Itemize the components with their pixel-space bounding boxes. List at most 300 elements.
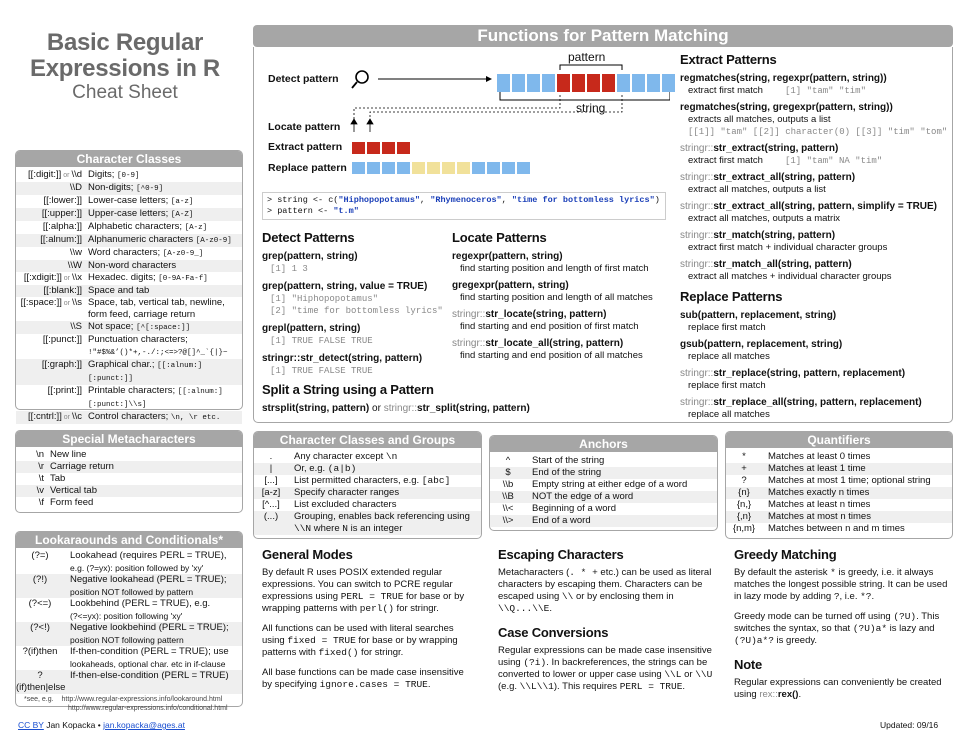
desc-text: extract first match [688,155,763,166]
note-text: Regular expressions can conveniently be created using rex::rex(). [734,677,942,700]
updated-label: Updated: 09/16 [880,720,939,730]
pkg-prefix: stringr:: [680,201,714,212]
meta-key: \v [36,485,44,496]
quantifier-key: {n,} [736,499,752,510]
anchor-row [490,503,717,515]
lookaround-key: (?<!) [30,622,50,633]
quantifier-key: * [742,451,746,462]
desc-text: replace all matches [688,351,770,362]
desc-text: List permitted characters, e.g. [294,475,422,486]
desc-text: extracts all matches, outputs a list [688,114,831,125]
lookaround-line2: (?<=yx): position following 'xy' [70,611,183,621]
locate-patterns-heading: Locate Patterns [452,230,547,245]
footer-credits [18,720,185,730]
desc-code: !"#$%&’()*+,-./:;<=>?@[]^_`{|}~ [88,349,228,357]
fn-signature: regexpr(pattern, string) [452,251,563,262]
anchors-list [490,452,717,527]
char-class-key [18,334,88,359]
replace-pattern-label: Replace pattern [268,162,347,174]
char-class-desc [88,272,240,285]
fn-signature: grep(pattern, string) [262,251,358,262]
split-section [262,382,562,415]
detect-patterns-heading: Detect Patterns [262,230,355,245]
extract-fn [680,171,950,184]
fn-signature: regmatches(string, gregexpr(pattern, string)) [680,102,893,113]
char-class-token-alt: \\x [71,272,82,283]
desc-text: is an integer [347,523,403,534]
desc-text: Non-digits; [88,182,137,193]
meta-key: \n [36,449,44,460]
anchor-row [490,515,717,527]
quantifier-desc: Matches between n and m times [768,523,905,534]
group-key: (...) [263,511,279,522]
char-class-desc [88,385,240,411]
extract-fn [680,142,950,155]
desc-code: [[:alnum:][:punct:]] [88,362,203,383]
group-row [254,475,481,487]
replace-desc [680,409,950,421]
anchor-desc: End of the string [532,467,602,478]
fn-signature: str_extract_all(string, pattern, simplify = TRUE) [713,201,938,212]
char-class-row [16,169,242,182]
string-cell [457,162,471,174]
fn-signature: sub(pattern, replacement, string) [680,310,837,321]
extract-desc [680,155,950,167]
desc-text: Alphabetic characters; [88,221,185,232]
desc-text: Punctuation characters; [88,334,188,345]
or-label: or [61,172,72,179]
meta-desc: Tab [50,473,66,484]
extract-fn [680,72,950,85]
char-class-key [18,195,88,208]
lookaround-line: Lookahead (requires PERL = TRUE), [70,550,227,561]
pkg-prefix: stringr:: [680,368,714,379]
replace-patterns-section [680,289,950,425]
str-split-fn: str_split(string, pattern) [417,403,530,414]
fn-signature: str_replace_all(string, pattern, replacement) [713,397,922,408]
string-cell [662,74,676,92]
string-cell [352,142,366,154]
quantifier-desc: Matches at most 1 time; optional string [768,475,931,486]
char-class-key [18,385,88,411]
quantifier-row [726,451,952,463]
code-example: > string <- c("Hiphopopotamus", "Rhymenoceros", "time for bottomless lyrics") > pattern <- "t.m" [262,192,666,220]
desc-text: extract all matches, outputs a list [688,184,826,195]
char-class-token: \\w [69,247,82,258]
general-modes-section [262,547,474,691]
or-label: or [61,300,72,307]
extract-desc [680,242,950,254]
lookaround-desc [70,598,242,622]
quantifier-key: {n} [738,487,750,498]
title-line-3: Cheat Sheet [72,82,178,103]
char-class-row [16,297,242,321]
or-label: or [61,414,72,421]
special-meta-list [16,447,242,509]
string-cell [512,74,526,92]
pattern-label: pattern [568,50,606,64]
char-class-key [18,208,88,221]
desc-text: Non-word characters [88,260,177,271]
replace-fn [680,367,950,380]
lookaround-desc [70,550,242,574]
desc-code: [a-z] [170,198,194,206]
quantifier-row [726,511,952,523]
string-cells [497,74,677,92]
desc-text: Printable characters; [88,385,178,396]
code-string-2: "Rhymenoceros" [430,195,502,205]
strsplit-fn: strsplit(string, pattern) [262,403,370,414]
lookaround-line: Lookbehind (PERL = TRUE), e.g. [70,598,211,609]
extract-desc [680,213,950,225]
greedy-p1: By default the asterisk * is greedy, i.e. it always matches the longest possible string. It can be used in lazy mode by adding ?, i.e. *?. [734,567,948,602]
groups-heading: Character Classes and Groups [254,432,481,448]
extract-patterns-heading: Extract Patterns [680,52,777,67]
char-class-token: [[:cntrl:]] [28,411,62,422]
anchor-key: \\< [502,503,514,514]
desc-text: replace first match [688,322,766,333]
greedy-heading: Greedy Matching [734,547,837,562]
quantifier-row [726,463,952,475]
group-row [254,487,481,499]
string-cell [602,74,616,92]
lookaround-desc [70,670,242,694]
desc-text: find starting and end position of first match [460,321,639,332]
escaping-heading: Escaping Characters [498,547,624,562]
desc-text: Grouping, enables back referencing using [294,511,470,522]
url-conditional[interactable]: http://www.regular-expressions.info/conditional.html [68,705,228,712]
pkg-prefix: stringr:: [680,172,714,183]
fn-signature: str_extract_all(string, pattern) [713,172,856,183]
anchor-row [490,491,717,503]
magnifier-icon [352,71,368,88]
char-class-row [16,411,242,424]
quantifier-row [726,523,952,535]
split-pkg: stringr:: [383,403,418,414]
desc-text: Specify character ranges [294,487,400,498]
extract-fn [680,229,950,242]
locate-list [452,250,672,366]
meta-row [16,449,242,461]
desc-code: [0-9] [117,172,140,180]
desc-code: [A-Z] [170,211,194,219]
group-key: [...] [264,475,278,486]
char-class-desc [88,411,240,424]
lookaround-line: If-then-else-condition (PERL = TRUE) [70,670,229,681]
string-cell [442,162,456,174]
desc-code: \\N [294,523,312,534]
replace-desc [680,380,950,392]
desc-code: N [342,523,348,534]
lookaround-key: (?=) [31,550,49,561]
string-cell [617,74,631,92]
desc-text: replace first match [688,380,766,391]
locate-patterns-section [452,230,672,366]
group-row [254,451,481,463]
anchor-key: \\b [502,479,514,490]
char-class-key [18,297,88,321]
meta-row [16,497,242,509]
desc-text: Digits; [88,169,118,180]
detect-output: [1] TRUE FALSE TRUE [270,336,373,346]
functions-heading: Functions for Pattern Matching [253,25,953,47]
fn-output: [1] "tam" NA "tim" [784,156,883,166]
fn-signature: str_match_all(string, pattern) [713,259,852,270]
pattern-brace [560,65,622,70]
pkg-prefix: stringr:: [680,143,714,154]
detect-patterns-section [262,230,452,382]
char-class-token-alt: \\c [71,411,82,422]
anchors-panel [489,435,718,531]
title-line-1: Basic Regular [46,29,204,56]
char-class-desc [88,208,240,221]
groups-list [254,448,481,535]
general-p3: All base functions can be made case insensitive by specifying ignore.cases = TRUE. [262,667,464,690]
license-link[interactable]: CC BY [18,720,44,730]
detect-fn [262,322,452,335]
group-key: . [269,451,273,462]
group-key: [a-z] [261,487,281,498]
char-class-token: [[:alpha:]] [42,221,82,232]
fn-signature: gsub(pattern, replacement, string) [680,339,843,350]
anchor-desc: Empty string at either edge of a word [532,479,688,490]
character-classes-heading: Character Classes [16,151,242,167]
char-class-key [18,169,88,182]
anchor-key: \\B [502,491,514,502]
code-line1-pre: > string <- c( [267,195,339,205]
locate-fn [452,308,672,321]
desc-text: Lower-case letters; [88,195,171,206]
greedy-section [734,547,948,701]
split-heading: Split a String using a Pattern [262,382,434,397]
extract-patterns-section [680,52,950,287]
desc-text: Hexadec. digits; [88,272,159,283]
char-class-row [16,182,242,195]
desc-text: Word characters; [88,247,163,258]
extract-fn [680,101,950,114]
desc-code: [[:alnum:][:punct:]\\s] [88,388,223,409]
char-class-desc [88,182,240,195]
char-class-token: \\S [70,321,82,332]
char-class-row [16,195,242,208]
lookarounds-footnote [16,695,242,713]
meta-desc: New line [50,449,87,460]
meta-row [16,461,242,473]
quantifier-key: {n,m} [732,523,756,534]
char-class-desc [88,234,240,247]
anchor-key: ^ [505,455,511,466]
character-classes-panel [15,150,243,422]
desc-text: find starting position and length of all matches [460,292,653,303]
anchor-desc: Beginning of a word [532,503,616,514]
meta-row [16,473,242,485]
extract-list [680,72,950,287]
split-or: or [369,403,384,414]
replace-fn [680,309,950,322]
string-cell [487,162,501,174]
detect-fn [262,280,452,293]
pkg-prefix: stringr:: [680,230,714,241]
char-class-row [16,208,242,221]
string-cell [497,74,511,92]
quantifiers-heading: Quantifiers [726,432,952,448]
email-link[interactable]: jan.kopacka@ages.at [103,720,185,730]
char-class-token: \\D [69,182,82,193]
detect-fn [262,352,452,365]
desc-text: extract all matches + individual character groups [688,271,892,282]
char-class-row [16,247,242,260]
quantifier-desc: Matches at least n times [768,499,871,510]
locate-pattern-label: Locate pattern [268,121,341,133]
lookaround-desc [70,574,242,598]
anchor-row [490,467,717,479]
char-class-desc [88,260,240,272]
desc-code: \n [385,451,398,462]
anchor-row [490,455,717,467]
lookarounds-heading: Lookaraounds and Conditionals* [16,532,242,548]
lookaround-key: (?<=) [28,598,52,609]
replace-desc [680,351,950,363]
fn-output: [1] "tam" "tim" [784,86,866,96]
fn-signature: grep(pattern, string, value = TRUE) [262,281,428,292]
pattern-diagram [340,50,670,180]
group-desc [294,463,481,475]
detect-output: [1] "Hiphopopotamus" [270,294,379,304]
see-label: *see, e.g. [24,696,54,703]
desc-code: \n, \r etc. [170,414,221,422]
extract-fn [680,258,950,271]
detect-fn [262,250,452,263]
char-class-token-alt: \\s [71,297,82,308]
desc-text: find starting position and length of first match [460,263,649,274]
pkg-prefix: stringr:: [452,338,486,349]
char-class-desc [88,334,240,359]
string-cell [587,74,601,92]
string-cell [472,162,486,174]
string-cell [557,74,571,92]
locate-fn [452,279,672,292]
meta-key: \r [38,461,44,472]
group-row [254,511,481,535]
char-class-key [18,359,88,385]
char-class-token: [[:xdigit:]] [23,272,62,283]
general-p2: All functions can be used with literal searches using fixed = TRUE for base or by wrapping patterns with fixed() for stringr. [262,623,458,658]
char-class-key [18,411,88,424]
char-class-row [16,321,242,334]
char-class-desc [88,285,240,297]
escaping-text: Metacharacters (. * + etc.) can be used as literal characters by escaping them. Characters can be escaped using \\ or by enclosing them in \\Q...\\E. [498,567,712,614]
string-cell [367,162,381,174]
code-line1-post: ) [654,195,660,205]
char-class-token: [[:upper:]] [41,208,82,219]
char-class-row [16,221,242,234]
string-cell [632,74,646,92]
lookaround-row [16,574,242,598]
note-heading: Note [734,657,763,672]
general-p1: By default R uses POSIX extended regular expressions. You can switch to PCRE regular expressions using PERL = TRUE for base or by wrapping patterns with perl() for stringr. [262,567,465,614]
string-cell [542,74,556,92]
anchor-desc: Start of the string [532,455,605,466]
lookaround-row [16,670,242,694]
extract-desc [680,271,950,283]
char-class-token: [[:digit:]] [28,169,62,180]
quantifiers-panel [725,431,953,539]
code-string-1: "Hiphopopotamus" [338,195,421,205]
group-row [254,463,481,475]
string-cell [352,162,366,174]
lookaround-row [16,646,242,670]
char-class-row [16,385,242,411]
code-string-3: "time for bottomless lyrics" [511,195,655,205]
desc-code: [A-z0-9] [195,237,232,245]
meta-key: \t [38,473,44,484]
lookaround-key: (?!) [32,574,48,585]
char-class-row [16,234,242,247]
desc-code: [A-z0-9_] [162,250,204,258]
quantifier-desc: Matches at most n times [768,511,871,522]
char-class-token: [[:punct:]] [42,334,82,345]
char-class-desc [88,195,240,208]
char-class-desc [88,221,240,234]
char-class-token: \\W [67,260,82,271]
string-label: string [576,101,606,115]
groups-panel [253,431,482,539]
char-class-desc [88,247,240,260]
quantifier-row [726,475,952,487]
desc-text: extract all matches, outputs a matrix [688,213,841,224]
quantifier-row [726,487,952,499]
lookaround-line: Negative lookbehind (PERL = TRUE); [70,622,229,633]
fn-signature: str_extract(string, pattern) [713,143,839,154]
extract-pattern-label: Extract pattern [268,141,343,153]
char-class-key [18,182,88,195]
replace-desc [680,322,950,334]
group-desc [294,475,481,487]
replace-fn [680,338,950,351]
code-pattern: "t.m" [333,206,359,216]
detect-output: [1] TRUE FALSE TRUE [270,366,373,376]
lookaround-desc [70,622,242,646]
footer-bullet: • [97,720,101,730]
desc-text: Graphical char.; [88,359,158,370]
desc-text: Space and tab [88,285,150,296]
anchor-desc: End of a word [532,515,591,526]
fn-signature: str_match(string, pattern) [713,230,836,241]
url-lookaround[interactable]: http://www.regular-expressions.info/lookaround.html [61,696,223,703]
desc-text: Alphanumeric characters [88,234,196,245]
fn-signature: str_replace(string, pattern, replacement) [713,368,906,379]
char-class-token-alt: \\d [71,169,82,180]
code-line2-pre: > pattern <- [267,206,334,216]
anchor-key: \\> [502,515,514,526]
fn-signature: str_locate_all(string, pattern) [485,338,624,349]
desc-text: extract first match [688,85,763,96]
meta-desc: Form feed [50,497,94,508]
or-label: or [61,275,72,282]
meta-desc: Carriage return [50,461,114,472]
quantifier-desc: Matches exactly n times [768,487,870,498]
locate-desc [452,350,672,362]
char-class-key [18,234,88,247]
lookaround-line: Negative lookahead (PERL = TRUE); [70,574,227,585]
char-class-row [16,272,242,285]
replace-cells [352,162,532,174]
group-row [254,499,481,511]
char-class-token: [[:graph:]] [41,359,82,370]
extract-cells [352,142,412,154]
anchor-row [490,479,717,491]
string-cell [382,142,396,154]
